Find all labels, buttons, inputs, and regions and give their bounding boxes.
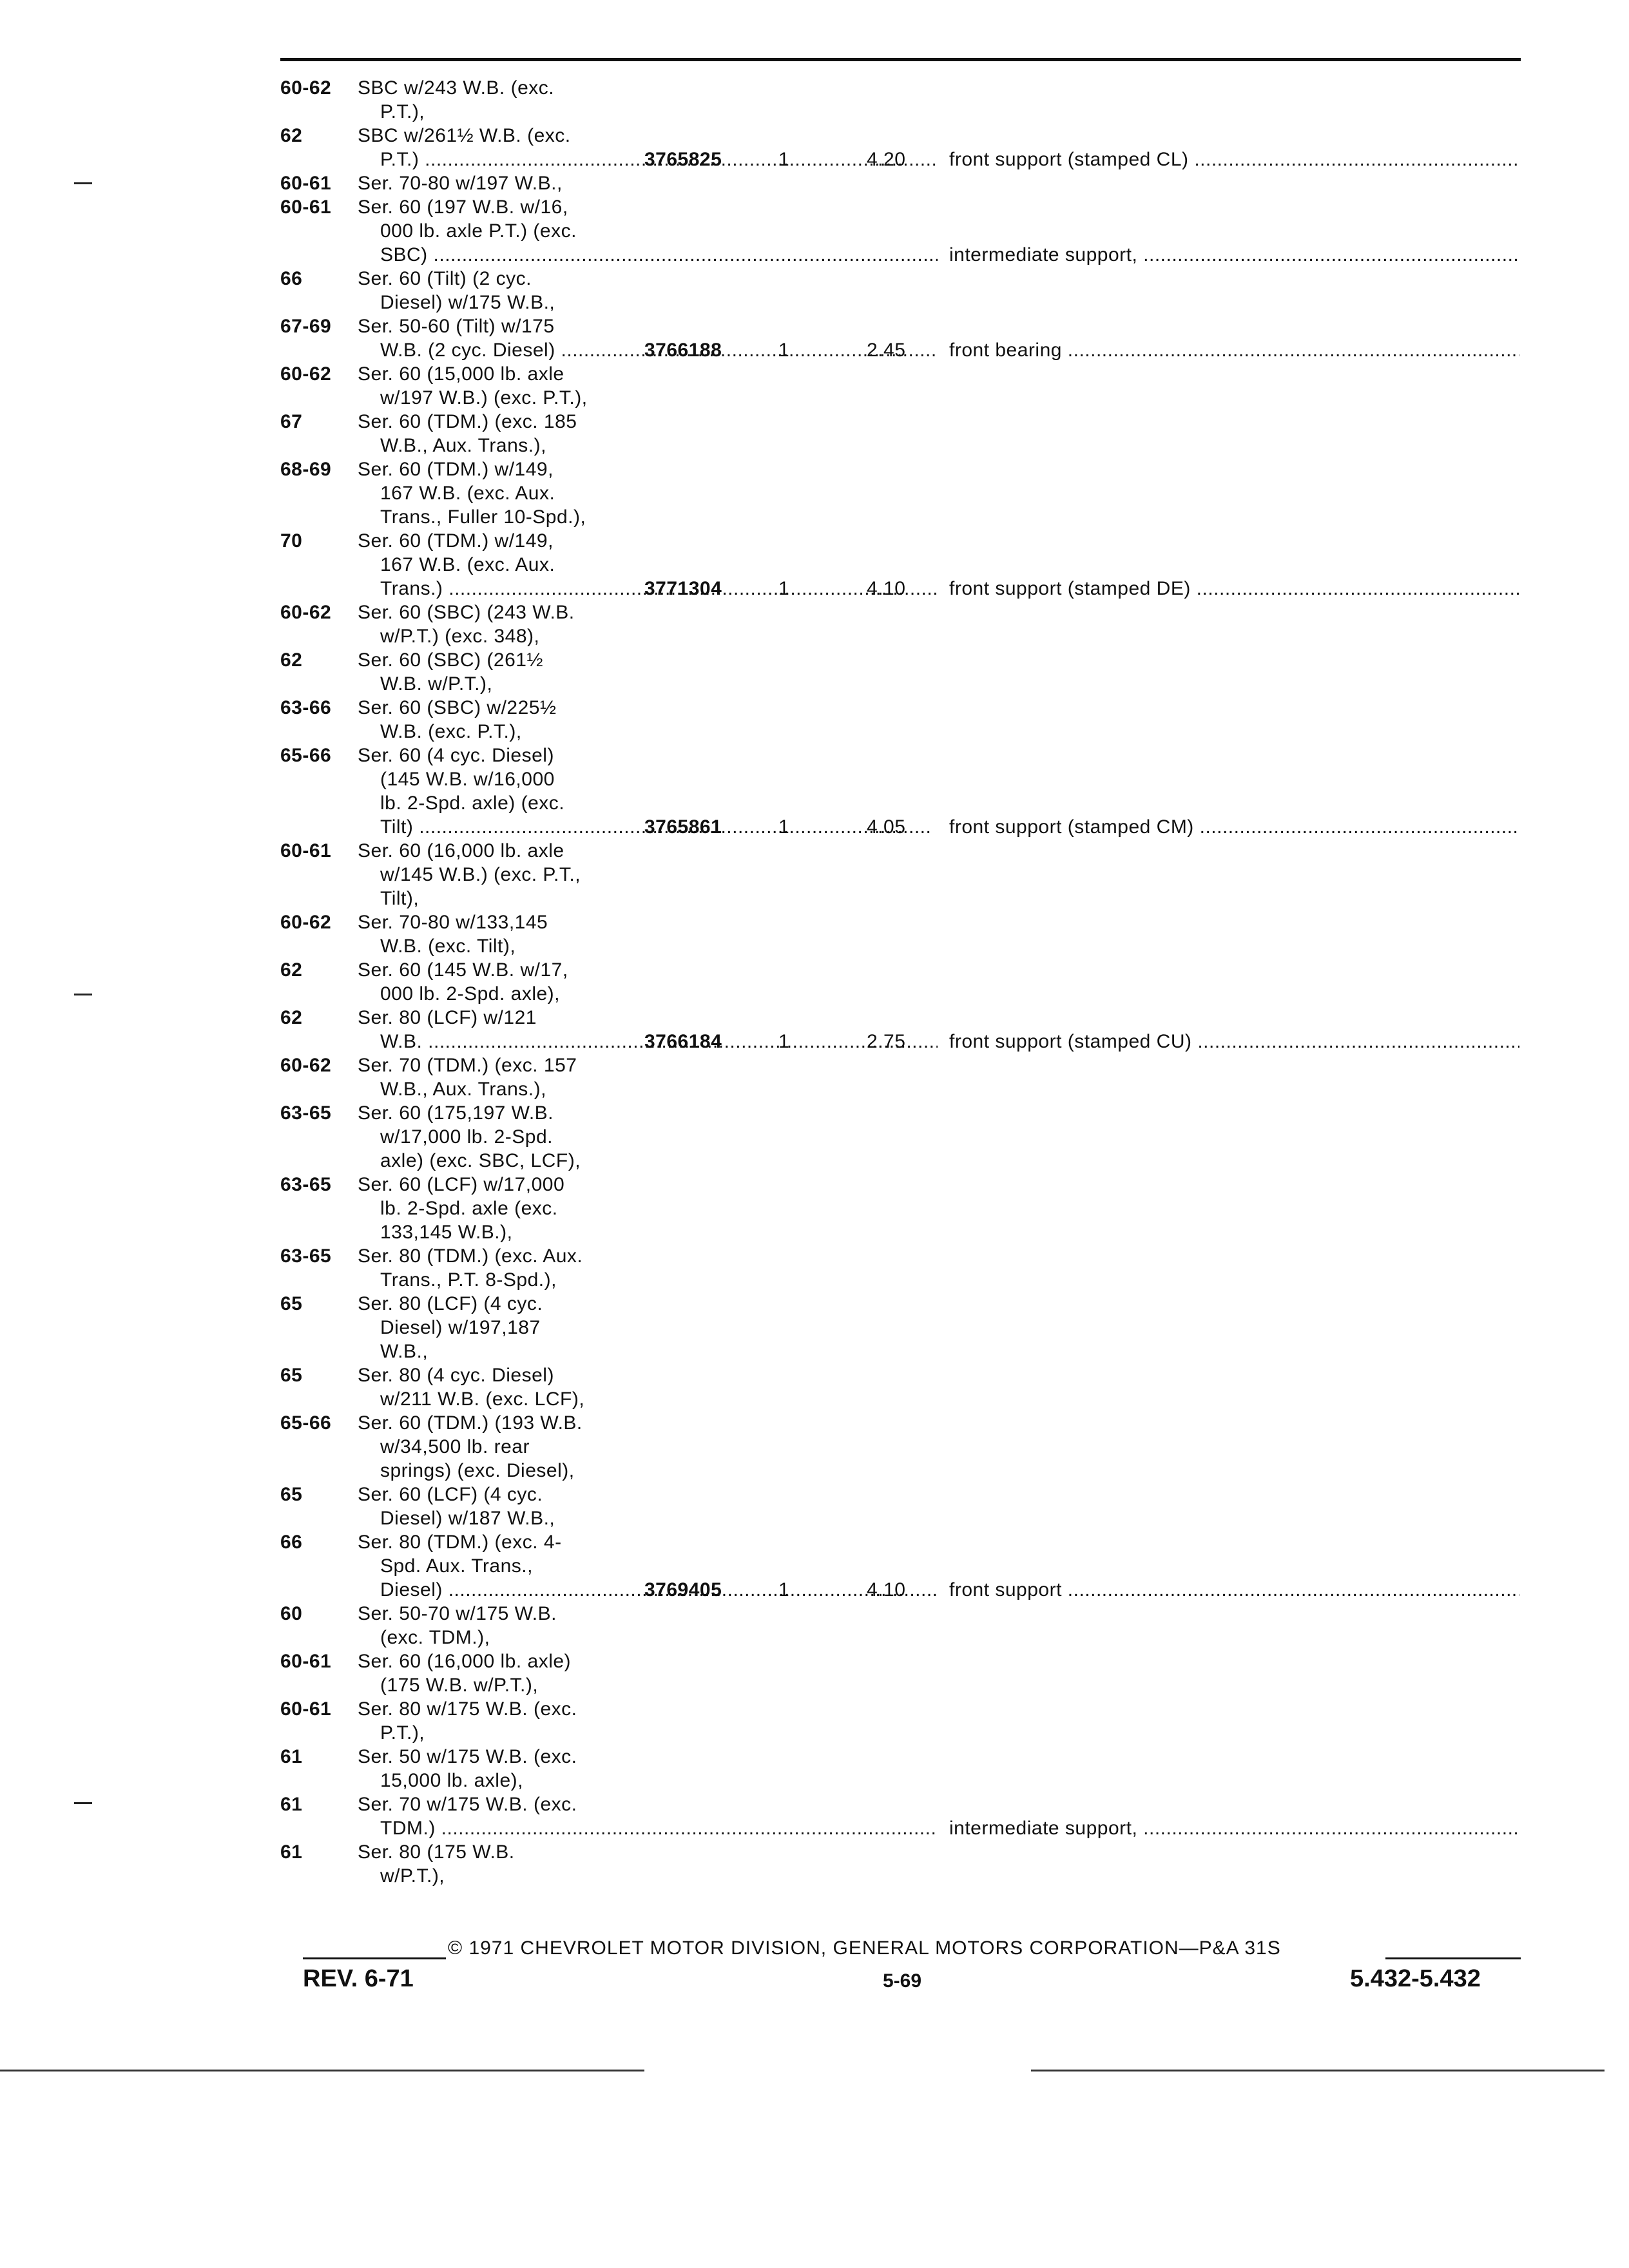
model-years: 63-65	[280, 1174, 332, 1195]
parts-line	[280, 1244, 1518, 1268]
application-description: Tilt),	[380, 888, 419, 909]
application-description: Ser. 60 (LCF) w/17,000	[358, 1174, 565, 1195]
parts-line	[280, 314, 1518, 338]
application-description: TDM.) .....	[380, 1816, 938, 1840]
application-description: Ser. 70 (TDM.) (exc. 157	[358, 1055, 577, 1076]
parts-line	[280, 1053, 1518, 1077]
application-description: w/P.T.) (exc. 348),	[380, 626, 540, 647]
application-description: Ser. 60 (145 W.B. w/17,	[358, 959, 568, 981]
part-name: intermediate support, .....	[949, 243, 1519, 267]
application-description: 000 lb. axle P.T.) (exc.	[380, 220, 577, 242]
application-description: Ser. 60 (TDM.) w/149,	[358, 530, 554, 552]
parts-line	[280, 624, 1518, 648]
parts-line	[280, 1340, 1518, 1363]
parts-line	[280, 910, 1518, 934]
application-description: Ser. 60 (SBC) w/225½	[358, 697, 557, 718]
parts-line	[280, 124, 1518, 148]
model-years: 60-62	[280, 912, 332, 933]
application-description: (175 W.B. w/P.T.),	[380, 1675, 539, 1696]
list-price: 4.20	[867, 149, 906, 170]
parts-line	[280, 171, 1518, 195]
parts-line	[280, 1792, 1518, 1816]
application-description: Trans., Fuller 10-Spd.),	[380, 506, 586, 528]
part-name: front support (stamped CM) .....	[949, 815, 1519, 839]
model-years: 61	[280, 1794, 303, 1815]
application-description: W.B.,	[380, 1341, 429, 1362]
parts-line	[280, 1363, 1518, 1387]
application-description: Ser. 60 (197 W.B. w/16,	[358, 197, 568, 218]
application-description: Diesel) w/187 W.B.,	[380, 1508, 555, 1529]
parts-line	[280, 553, 1518, 577]
model-years: 60-62	[280, 1055, 332, 1076]
quantity: 1	[778, 578, 790, 599]
parts-line	[280, 267, 1518, 291]
parts-line	[280, 1816, 1518, 1840]
application-description: W.B., Aux. Trans.),	[380, 1079, 546, 1100]
part-number: 3769405	[644, 1579, 722, 1600]
model-years: 60-62	[280, 363, 332, 385]
part-number: 3765825	[644, 149, 722, 170]
application-description: w/197 W.B.) (exc. P.T.),	[380, 387, 588, 408]
application-description: Trans., P.T. 8-Spd.),	[380, 1269, 557, 1291]
application-description: W.B. .....	[380, 1030, 938, 1053]
parts-line	[280, 1483, 1518, 1506]
model-years: 62	[280, 959, 303, 981]
part-number: 3766188	[644, 340, 722, 361]
parts-line	[280, 1697, 1518, 1721]
application-description: SBC w/261½ W.B. (exc.	[358, 125, 571, 146]
list-price: 4.10	[867, 1579, 906, 1600]
parts-line	[280, 744, 1518, 767]
application-description: W.B. (exc. P.T.),	[380, 721, 522, 742]
application-description: Ser. 80 (TDM.) (exc. 4-	[358, 1532, 562, 1553]
application-description: Spd. Aux. Trans.,	[380, 1555, 533, 1577]
model-years: 63-65	[280, 1245, 332, 1267]
application-description: springs) (exc. Diesel),	[380, 1460, 575, 1481]
parts-line	[280, 1196, 1518, 1220]
application-description: Trans.) .....	[380, 577, 938, 601]
parts-line	[280, 434, 1518, 457]
parts-line	[280, 481, 1518, 505]
page-number: 5-69	[883, 1970, 922, 1992]
parts-line	[280, 148, 1518, 171]
application-description: Ser. 60 (SBC) (261½	[358, 649, 543, 671]
application-description: Ser. 70-80 w/197 W.B.,	[358, 173, 563, 194]
parts-line	[280, 696, 1518, 720]
application-description: W.B. (2 cyc. Diesel) .....	[380, 338, 938, 362]
application-description: Ser. 60 (TDM.) (exc. 185	[358, 411, 577, 432]
application-description: Ser. 50-70 w/175 W.B.	[358, 1603, 557, 1624]
application-description: (145 W.B. w/16,000	[380, 769, 555, 790]
part-name: front support (stamped DE) .....	[949, 577, 1519, 601]
parts-line	[280, 76, 1518, 100]
parts-line	[280, 601, 1518, 624]
parts-line	[280, 1387, 1518, 1411]
parts-line	[280, 386, 1518, 410]
parts-line	[280, 767, 1518, 791]
application-description: Ser. 60 (16,000 lb. axle)	[358, 1651, 572, 1672]
parts-line	[280, 243, 1518, 267]
model-years: 60-61	[280, 197, 332, 218]
parts-line	[280, 791, 1518, 815]
application-description: Ser. 50-60 (Tilt) w/175	[358, 316, 555, 337]
model-years: 60-61	[280, 173, 332, 194]
application-description: Tilt) .....	[380, 815, 938, 839]
section-reference: 5.432-5.432	[1350, 1965, 1481, 1992]
application-description: axle) (exc. SBC, LCF),	[380, 1150, 581, 1171]
parts-line	[280, 1006, 1518, 1030]
model-years: 61	[280, 1841, 303, 1863]
footer-rule-right	[1385, 1957, 1521, 1959]
parts-line	[280, 1149, 1518, 1173]
parts-list	[280, 76, 1518, 1888]
parts-line	[280, 457, 1518, 481]
application-description: Diesel) w/197,187	[380, 1317, 541, 1338]
model-years: 66	[280, 1532, 303, 1553]
parts-line	[280, 505, 1518, 529]
parts-line	[280, 672, 1518, 696]
parts-line	[280, 887, 1518, 910]
model-years: 65	[280, 1365, 303, 1386]
quantity: 1	[778, 1579, 790, 1600]
application-description: Ser. 80 w/175 W.B. (exc.	[358, 1698, 577, 1720]
top-rule	[280, 58, 1521, 61]
parts-line	[280, 1292, 1518, 1316]
application-description: P.T.),	[380, 1722, 425, 1744]
part-name: front support (stamped CU) .....	[949, 1030, 1519, 1053]
application-description: Ser. 60 (4 cyc. Diesel)	[358, 745, 554, 766]
model-years: 62	[280, 1007, 303, 1028]
parts-line	[280, 1840, 1518, 1864]
model-years: 65-66	[280, 1412, 332, 1434]
parts-line	[280, 1649, 1518, 1673]
list-price: 4.05	[867, 816, 906, 838]
application-description: 000 lb. 2-Spd. axle),	[380, 983, 560, 1004]
application-description: Ser. 60 (LCF) (4 cyc.	[358, 1484, 543, 1505]
part-name: front bearing .....	[949, 338, 1519, 362]
application-description: Ser. 70-80 w/133,145	[358, 912, 548, 933]
part-name: intermediate support, .....	[949, 1816, 1519, 1840]
list-price: 2.75	[867, 1031, 906, 1052]
parts-line	[280, 863, 1518, 887]
model-years: 65	[280, 1484, 303, 1505]
model-years: 62	[280, 125, 303, 146]
application-description: w/P.T.),	[380, 1865, 445, 1887]
application-description: 15,000 lb. axle),	[380, 1770, 523, 1791]
application-description: Ser. 60 (175,197 W.B.	[358, 1102, 554, 1124]
model-years: 60-62	[280, 602, 332, 623]
parts-line	[280, 1578, 1518, 1602]
application-description: w/34,500 lb. rear	[380, 1436, 530, 1457]
parts-line	[280, 410, 1518, 434]
parts-line	[280, 338, 1518, 362]
application-description: SBC) .....	[380, 243, 938, 267]
list-price: 4.10	[867, 578, 906, 599]
model-years: 68-69	[280, 459, 332, 480]
model-years: 60-61	[280, 840, 332, 861]
parts-line	[280, 1721, 1518, 1745]
parts-line	[280, 1268, 1518, 1292]
application-description: Ser. 50 w/175 W.B. (exc.	[358, 1746, 577, 1767]
application-description: P.T.),	[380, 101, 425, 122]
application-description: Ser. 60 (16,000 lb. axle	[358, 840, 564, 861]
quantity: 1	[778, 816, 790, 838]
parts-line	[280, 839, 1518, 863]
quantity: 1	[778, 149, 790, 170]
parts-line	[280, 362, 1518, 386]
part-number: 3766184	[644, 1031, 722, 1052]
parts-line	[280, 1864, 1518, 1888]
model-years: 66	[280, 268, 303, 289]
model-years: 67-69	[280, 316, 332, 337]
parts-line	[280, 1530, 1518, 1554]
application-description: Ser. 80 (TDM.) (exc. Aux.	[358, 1245, 583, 1267]
parts-line	[280, 1602, 1518, 1626]
application-description: P.T.) .....	[380, 148, 938, 171]
application-description: SBC w/243 W.B. (exc.	[358, 77, 555, 99]
parts-line	[280, 291, 1518, 314]
application-description: W.B. (exc. Tilt),	[380, 936, 516, 957]
scan-edge-right	[1031, 2070, 1605, 2071]
application-description: Diesel) w/175 W.B.,	[380, 292, 555, 313]
application-description: Ser. 70 w/175 W.B. (exc.	[358, 1794, 577, 1815]
parts-line	[280, 934, 1518, 958]
application-description: W.B., Aux. Trans.),	[380, 435, 546, 456]
application-description: Ser. 80 (LCF) (4 cyc.	[358, 1293, 543, 1314]
model-years: 65	[280, 1293, 303, 1314]
parts-line	[280, 195, 1518, 219]
parts-line	[280, 1173, 1518, 1196]
application-description: w/17,000 lb. 2-Spd.	[380, 1126, 554, 1148]
parts-line	[280, 1554, 1518, 1578]
parts-line	[280, 1125, 1518, 1149]
parts-line	[280, 958, 1518, 982]
part-number: 3765861	[644, 816, 722, 838]
list-price: 2.45	[867, 340, 906, 361]
parts-line	[280, 100, 1518, 124]
application-description: lb. 2-Spd. axle (exc.	[380, 1198, 558, 1219]
parts-line	[280, 219, 1518, 243]
application-description: w/145 W.B.) (exc. P.T.,	[380, 864, 581, 885]
model-years: 60-61	[280, 1651, 332, 1672]
application-description: Ser. 80 (175 W.B.	[358, 1841, 515, 1863]
revision-label: REV. 6-71	[303, 1965, 414, 1992]
margin-mark	[74, 994, 92, 995]
parts-line	[280, 1745, 1518, 1769]
application-description: Ser. 60 (Tilt) (2 cyc.	[358, 268, 532, 289]
parts-line	[280, 1435, 1518, 1459]
application-description: 167 W.B. (exc. Aux.	[380, 483, 555, 504]
parts-line	[280, 648, 1518, 672]
model-years: 60	[280, 1603, 303, 1624]
parts-line	[280, 529, 1518, 553]
quantity: 1	[778, 340, 790, 361]
model-years: 61	[280, 1746, 303, 1767]
model-years: 65-66	[280, 745, 332, 766]
application-description: Diesel) .....	[380, 1578, 938, 1602]
parts-line	[280, 1077, 1518, 1101]
quantity: 1	[778, 1031, 790, 1052]
model-years: 63-66	[280, 697, 332, 718]
application-description: w/211 W.B. (exc. LCF),	[380, 1389, 585, 1410]
part-number: 3771304	[644, 578, 722, 599]
application-description: W.B. w/P.T.),	[380, 673, 493, 695]
parts-line	[280, 982, 1518, 1006]
model-years: 60-62	[280, 77, 332, 99]
application-description: 167 W.B. (exc. Aux.	[380, 554, 555, 575]
application-description: Ser. 60 (TDM.) w/149,	[358, 459, 554, 480]
parts-line	[280, 1220, 1518, 1244]
parts-line	[280, 1411, 1518, 1435]
model-years: 67	[280, 411, 303, 432]
parts-line	[280, 720, 1518, 744]
model-years: 62	[280, 649, 303, 671]
part-name: front support .....	[949, 1578, 1519, 1602]
parts-line	[280, 1769, 1518, 1792]
application-description: 133,145 W.B.),	[380, 1222, 513, 1243]
parts-line	[280, 815, 1518, 839]
application-description: Ser. 60 (SBC) (243 W.B.	[358, 602, 575, 623]
application-description: lb. 2-Spd. axle) (exc.	[380, 793, 565, 814]
model-years: 63-65	[280, 1102, 332, 1124]
margin-mark	[74, 1802, 92, 1804]
copyright-line: © 1971 CHEVROLET MOTOR DIVISION, GENERAL MOTORS CORPORATION—P&A 31S	[448, 1937, 1281, 1959]
model-years: 70	[280, 530, 303, 552]
parts-line	[280, 577, 1518, 601]
application-description: Ser. 80 (4 cyc. Diesel)	[358, 1365, 554, 1386]
parts-line	[280, 1316, 1518, 1340]
parts-line	[280, 1626, 1518, 1649]
model-years: 60-61	[280, 1698, 332, 1720]
margin-mark	[74, 182, 92, 184]
parts-line	[280, 1459, 1518, 1483]
scan-edge-left	[0, 2070, 644, 2071]
parts-line	[280, 1506, 1518, 1530]
application-description: Ser. 80 (LCF) w/121	[358, 1007, 537, 1028]
parts-line	[280, 1673, 1518, 1697]
application-description: Ser. 60 (15,000 lb. axle	[358, 363, 564, 385]
part-name: front support (stamped CL) .....	[949, 148, 1519, 171]
parts-line	[280, 1101, 1518, 1125]
footer-rule-left	[303, 1957, 446, 1959]
application-description: (exc. TDM.),	[380, 1627, 490, 1648]
parts-line	[280, 1030, 1518, 1053]
application-description: Ser. 60 (TDM.) (193 W.B.	[358, 1412, 583, 1434]
